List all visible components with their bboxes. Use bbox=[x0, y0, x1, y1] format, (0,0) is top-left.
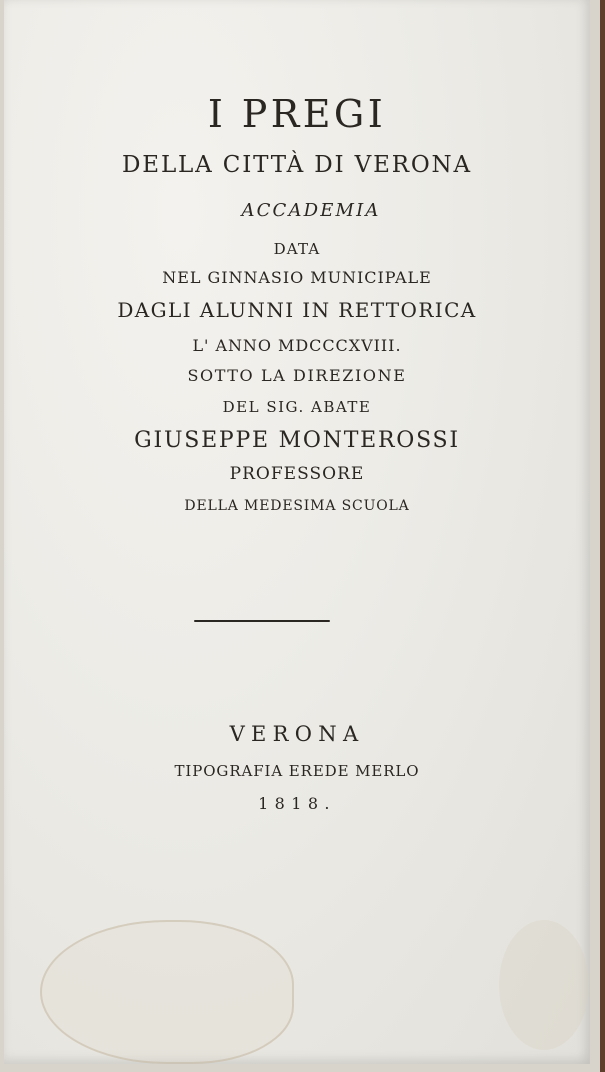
water-stain bbox=[40, 920, 294, 1064]
author-role: PROFESSORE bbox=[229, 464, 365, 484]
title-page bbox=[4, 0, 590, 1064]
line-sotto: SOTTO LA DIREZIONE bbox=[187, 366, 407, 385]
book-title: I PREGI bbox=[207, 92, 387, 136]
line-alunni: DAGLI ALUNNI IN RETTORICA bbox=[117, 298, 477, 322]
water-stain-right bbox=[499, 920, 589, 1050]
imprint-city: VERONA bbox=[229, 722, 365, 746]
divider-rule bbox=[194, 620, 330, 622]
imprint-year: 1818. bbox=[258, 794, 336, 813]
author-school: DELLA MEDESIMA SCUOLA bbox=[184, 498, 410, 514]
line-ginnasio: NEL GINNASIO MUNICIPALE bbox=[162, 268, 432, 287]
line-data: DATA bbox=[273, 240, 321, 258]
line-abate: DEL SIG. ABATE bbox=[222, 398, 372, 416]
line-anno: L' ANNO MDCCCXVIII. bbox=[192, 336, 402, 355]
genre-line: ACCADEMIA bbox=[241, 200, 381, 221]
imprint-printer: TIPOGRAFIA EREDE MERLO bbox=[174, 762, 420, 780]
author-name: GIUSEPPE MONTEROSSI bbox=[134, 428, 460, 453]
book-subtitle: DELLA CITTÀ DI VERONA bbox=[122, 152, 472, 178]
